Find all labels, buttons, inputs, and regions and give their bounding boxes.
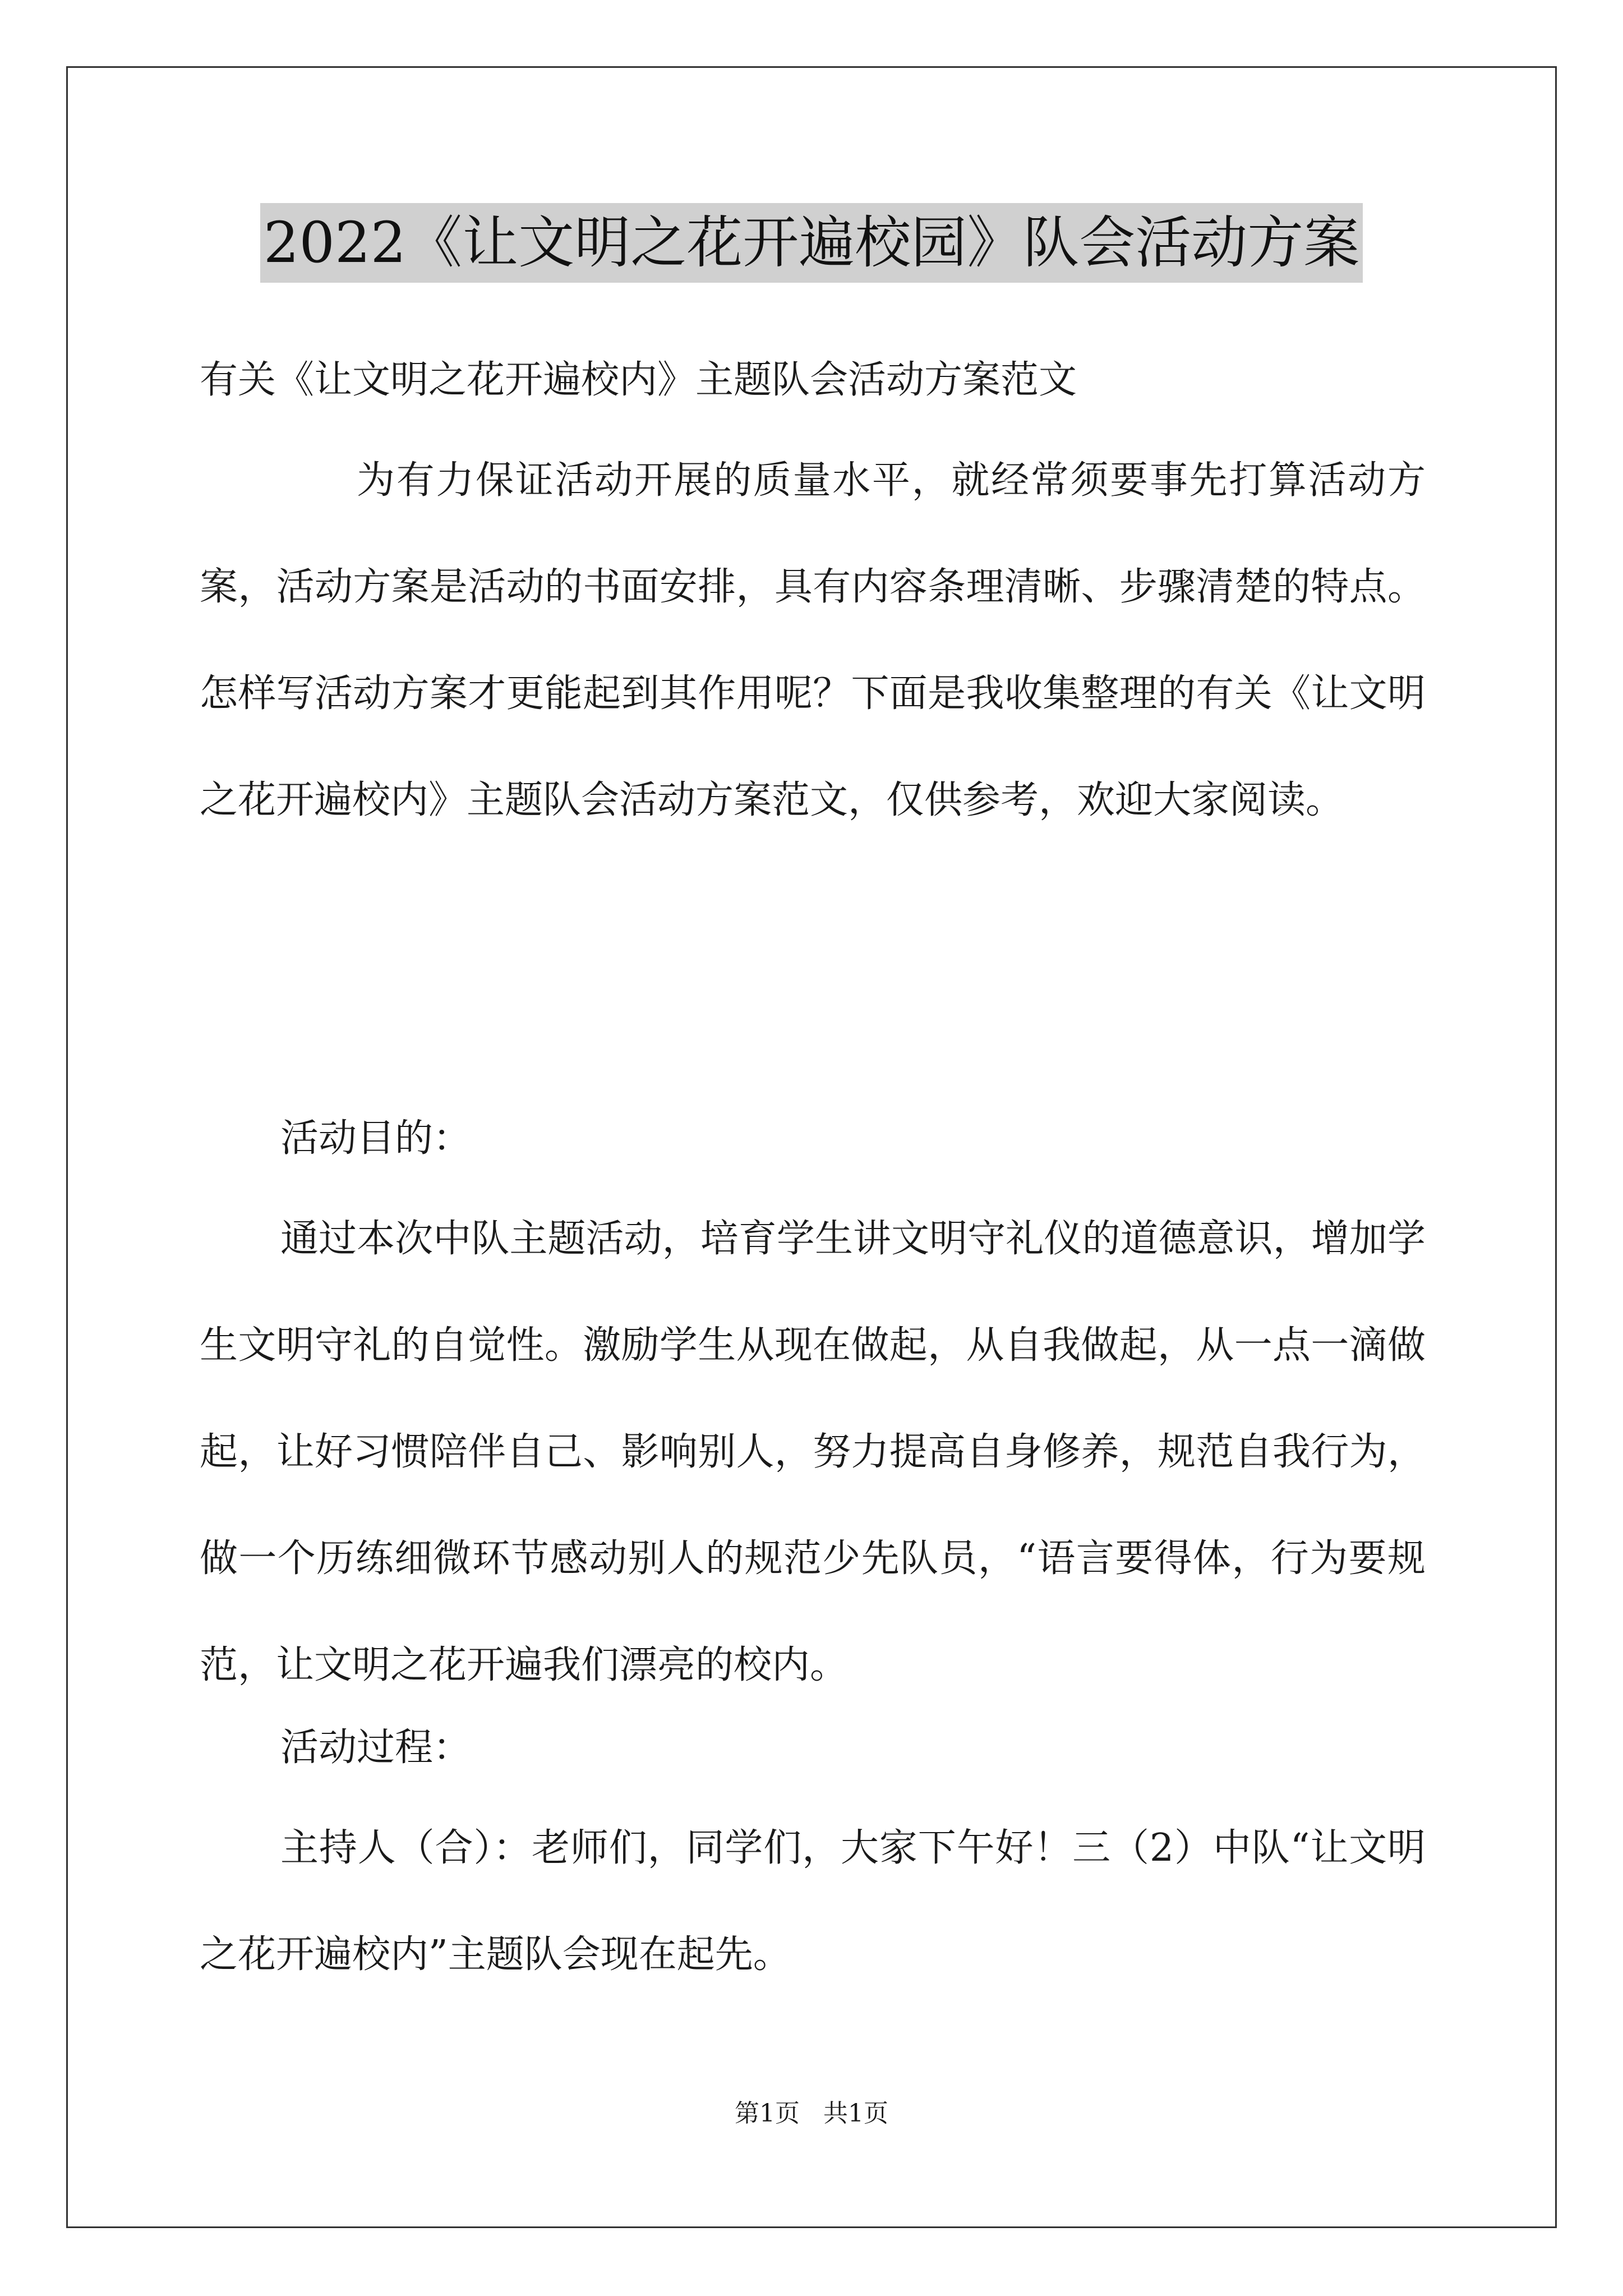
- page-number-footer: 第1页 共1页: [735, 2099, 888, 2128]
- purpose-paragraph: 通过本次中队主题活动，培育学生讲文明守礼仪的道德意识，增加学生文明守礼的自觉性。激励学生从现在做起，从自我做起，从一点一滴做起，让好习惯陪伴自己、影响别人，努力提高自身修养，规范自我行为，做一个历练细微环节感动别人的规范少先队员，“语言要得体，行为要规范，让文明之花开遍我们漂亮的校内。: [200, 1217, 1426, 1687]
- section-heading-process: 活动过程：: [280, 1726, 472, 1770]
- process-paragraph: 主持人（合）：老师们，同学们，大家下午好！三（2）中队“让文明之花开遍校内”主题队会现在起先。: [200, 1826, 1426, 1977]
- document-title: 2022《让文明之花开遍校园》队会活动方案: [260, 203, 1363, 283]
- section-heading-purpose: 活动目的：: [280, 1116, 472, 1161]
- title-container: [0, 203, 1623, 283]
- document-subtitle: 有关《让文明之花开遍校内》主题队会活动方案范文: [200, 358, 1077, 402]
- intro-paragraph: 为有力保证活动开展的质量水平，就经常须要事先打算活动方案，活动方案是活动的书面安排，具有内容条理清晰、步骤清楚的特点。怎样写活动方案才更能起到其作用呢？下面是我收集整理的有关《让文明之花开遍校内》主题队会活动方案范文，仅供参考，欢迎大家阅读。: [200, 458, 1426, 822]
